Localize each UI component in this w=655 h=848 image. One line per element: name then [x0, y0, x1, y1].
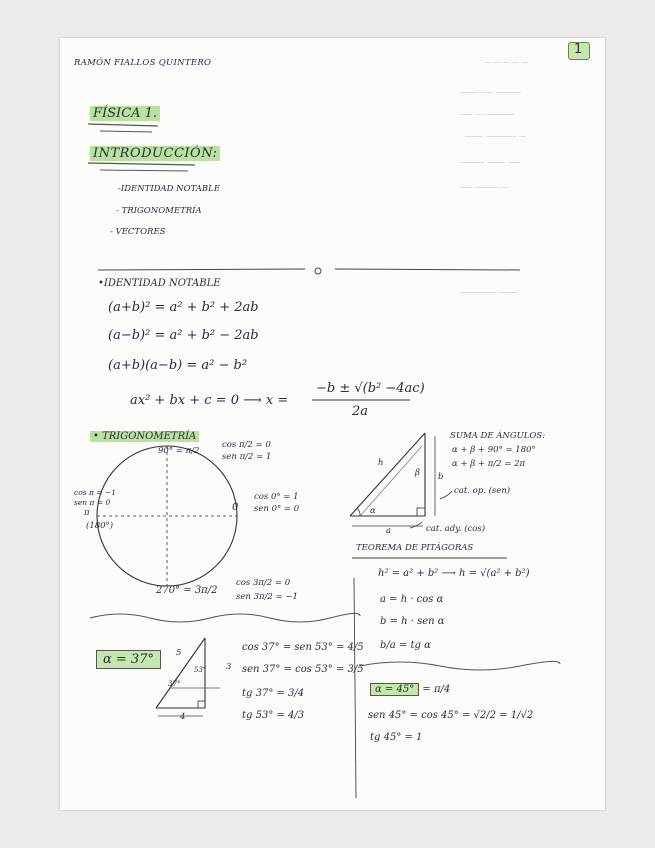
- alpha37-label: α = 37°: [96, 650, 161, 669]
- triangle-37-diagram: [156, 638, 220, 716]
- trig-left-sen: sen π = 0: [74, 498, 111, 507]
- angles-h: h: [378, 458, 384, 468]
- topic-item: - VECTORES: [110, 227, 166, 237]
- angles-a: a: [386, 526, 392, 536]
- angles-heading: SUMA DE ÁNGULOS:: [450, 431, 546, 441]
- angles-eq2: α + β + π/2 = 2π: [452, 459, 526, 469]
- section-title: INTRODUCCIÓN:: [90, 146, 220, 161]
- trig-top-sen: sen π/2 = 1: [222, 452, 272, 462]
- trig-right-sen: sen 0° = 0: [254, 504, 300, 514]
- alpha37-eq2: sen 37° = cos 53° = 3/5: [242, 664, 364, 675]
- notebook-page: 1 RAMÓN FIALLOS QUINTERO FÍSICA 1. INTRODUCCIÓN: -IDENTIDAD NOTABLE - TRIGONOMETRÍA - VECTORES ─ ─ ─ ─ ─ ─── ── ──── ── ─ ───── ─── ───── ─ ──── ─── ── ── ──── ─ ────── ─── •IDENTIDAD NOTABLE (a+b)² = a² + b² + 2ab (a−b)² = a² + b² − 2ab (a+b)(a−b) = a² − b² ax² + bx + c = 0 ⟶ x = −b ± √(b² −4ac) 2a • TRIGONOMETRÍA 90° = π/2 cos π/2 = 0 sen π/2 = 1 cos π = −1 sen π = 0 π (180°) cos 0° = 1 sen 0° = 0 0 270° = 3π/2 cos 3π/2 = 0 sen 3π/2 = −1 SUMA DE ÁNGULOS: α + β + 90° = 180° α + β + π/2 = 2π cat. op. (sen) cat. ady. (cos) h b a α β TEOREMA DE PITÁGORAS h² = a² + b² ⟶ h = √(a² + b²) a = h · cos α b = h · sen α b/a = tg α α = 37° 5 3 4 37° 53° cos 37° = sen 53° = 4/5 sen 37° = cos 53° = 3/5 tg 37° = 3/4 tg 53° = 4/3 α = 45° = π/4 sen 45° = cos 45° = √2/2 = 1/√2 tg 45° = 1: [60, 38, 605, 810]
- trig-bottom-cos: cos 3π/2 = 0: [236, 578, 291, 588]
- trig-top-cos: cos π/2 = 0: [222, 440, 271, 450]
- page-number: 1: [574, 42, 583, 57]
- quadratic-denominator: 2a: [352, 404, 369, 419]
- trig-left-pi: π: [84, 508, 90, 518]
- alpha37-side4: 4: [180, 712, 186, 722]
- alpha37-eq1: cos 37° = sen 53° = 4/5: [242, 642, 364, 653]
- trig-heading: • TRIGONOMETRÍA: [90, 431, 199, 442]
- page-title: FÍSICA 1.: [90, 106, 160, 121]
- trig-right-zero: 0: [232, 502, 239, 513]
- alpha45-label: α = 45°: [370, 683, 419, 696]
- alpha37-side5: 5: [176, 648, 182, 658]
- alpha45-label-rest: = π/4: [422, 684, 451, 695]
- trig-right-cos: cos 0° = 1: [254, 492, 299, 502]
- trig-top-angle: 90° = π/2: [158, 446, 200, 456]
- identity-eq2: (a−b)² = a² + b² − 2ab: [108, 328, 259, 343]
- alpha37-eq3: tg 37° = 3/4: [242, 688, 305, 699]
- trig-bottom-sen: sen 3π/2 = −1: [236, 592, 298, 602]
- angles-b: b: [438, 472, 444, 482]
- alpha37-eq4: tg 53° = 4/3: [242, 710, 305, 721]
- alpha37-ang37: 37°: [168, 680, 181, 688]
- topic-item: - TRIGONOMETRÍA: [116, 206, 202, 216]
- identity-eq3: (a+b)(a−b) = a² − b²: [108, 358, 248, 373]
- identity-heading: •IDENTIDAD NOTABLE: [98, 278, 221, 289]
- alpha45-eq1: sen 45° = cos 45° = √2/2 = 1/√2: [368, 710, 534, 721]
- angles-cat-op: cat. op. (sen): [454, 486, 511, 496]
- pythagoras-eq3: b = h · sen α: [380, 616, 445, 627]
- quadratic-left: ax² + bx + c = 0 ⟶ x =: [130, 393, 289, 408]
- angles-cat-ady: cat. ady. (cos): [426, 524, 486, 534]
- angles-eq1: α + β + 90° = 180°: [452, 445, 536, 455]
- topic-item: -IDENTIDAD NOTABLE: [118, 184, 221, 194]
- pythagoras-eq1: h² = a² + b² ⟶ h = √(a² + b²): [378, 568, 530, 579]
- pythagoras-eq2: a = h · cos α: [380, 594, 444, 605]
- alpha37-ang53: 53°: [194, 666, 207, 674]
- pythagoras-eq4: b/a = tg α: [380, 640, 431, 651]
- trig-left-cos: cos π = −1: [74, 488, 116, 497]
- trig-left-deg: (180°): [86, 521, 114, 531]
- angles-beta: β: [415, 468, 420, 478]
- trig-bottom-angle: 270° = 3π/2: [156, 585, 218, 596]
- author-name: RAMÓN FIALLOS QUINTERO: [74, 58, 212, 68]
- angle-triangle-diagram: [350, 433, 435, 526]
- angles-alpha: α: [370, 506, 376, 516]
- identity-eq1: (a+b)² = a² + b² + 2ab: [108, 300, 259, 315]
- alpha37-side3: 3: [226, 662, 232, 672]
- alpha45-eq2: tg 45° = 1: [370, 732, 423, 743]
- quadratic-numerator: −b ± √(b² −4ac): [316, 381, 425, 396]
- pythagoras-heading: TEOREMA DE PITÁGORAS: [356, 543, 474, 553]
